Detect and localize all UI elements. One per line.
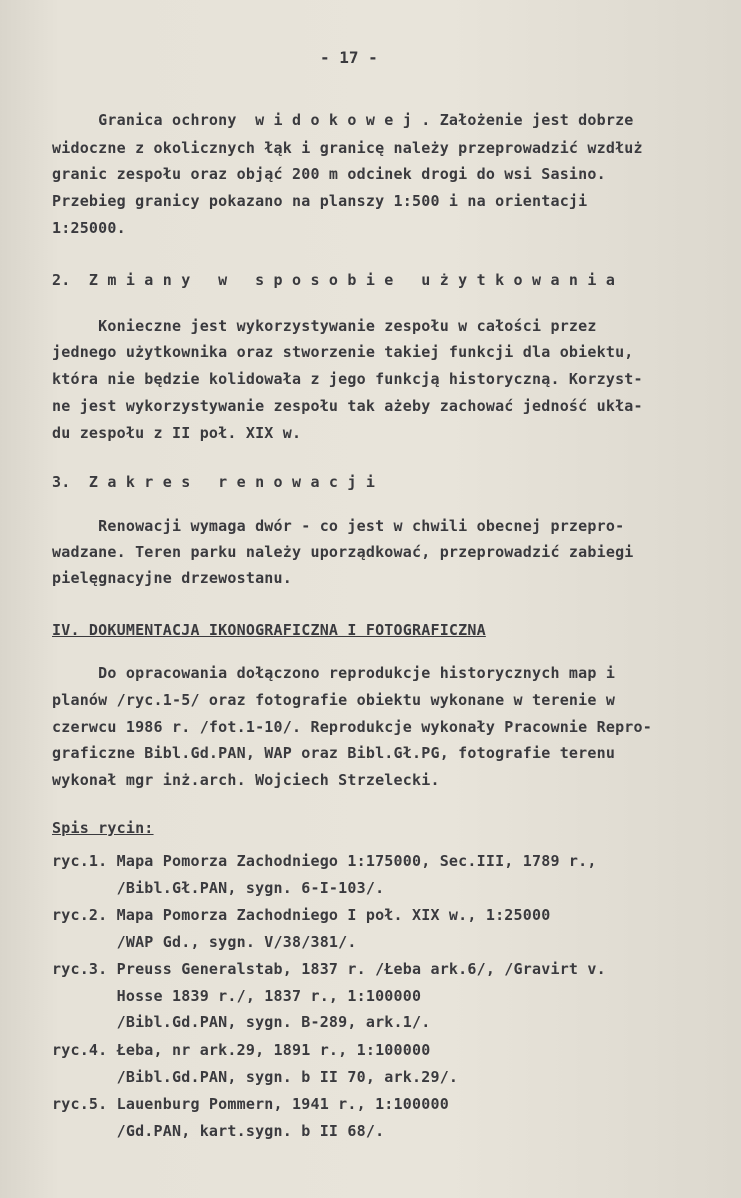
- text-line: która nie będzie kolidowała z jego funkcją historyczną. Korzyst-: [52, 370, 643, 388]
- list-item: ryc.1. Mapa Pomorza Zachodniego 1:175000, Sec.III, 1789 r.,: [52, 852, 597, 870]
- text-line: Przebieg granicy pokazano na planszy 1:500 i na orientacji: [52, 192, 588, 210]
- text-line: czerwcu 1986 r. /fot.1-10/. Reprodukcje wykonały Pracownie Repro-: [52, 718, 652, 736]
- text-line: jednego użytkownika oraz stworzenie takiej funkcji dla obiektu,: [52, 343, 634, 361]
- text-line: wadzane. Teren parku należy uporządkować, przeprowadzić zabiegi: [52, 543, 634, 561]
- page-number: - 17 -: [320, 48, 378, 67]
- text-line: 1:25000.: [52, 219, 126, 237]
- text-line: granic zespołu oraz objąć 200 m odcinek drogi do wsi Sasino.: [52, 165, 606, 183]
- list-item: ryc.3. Preuss Generalstab, 1837 r. /Łeba ark.6/, /Gravirt v.: [52, 960, 606, 978]
- list-item: ryc.2. Mapa Pomorza Zachodniego I poł. XIX w., 1:25000: [52, 906, 551, 924]
- text-line: Konieczne jest wykorzystywanie zespołu w całości przez: [52, 317, 597, 335]
- text-line: du zespołu z II poł. XIX w.: [52, 424, 302, 442]
- list-heading: Spis rycin:: [52, 819, 154, 837]
- section-heading: 3. Z a k r e s r e n o w a c j i: [52, 473, 376, 491]
- list-item: /Bibl.Gł.PAN, sygn. 6-I-103/.: [52, 879, 385, 897]
- text-line: wykonał mgr inż.arch. Wojciech Strzelecki.: [52, 771, 440, 789]
- list-item: /WAP Gd., sygn. V/38/381/.: [52, 933, 357, 951]
- list-item: Hosse 1839 r./, 1837 r., 1:100000: [52, 987, 422, 1005]
- section-heading: IV. DOKUMENTACJA IKONOGRAFICZNA I FOTOGRAFICZNA: [52, 621, 486, 639]
- text-line: planów /ryc.1-5/ oraz fotografie obiektu wykonane w terenie w: [52, 691, 616, 709]
- list-item: ryc.4. Łeba, nr ark.29, 1891 r., 1:100000: [52, 1041, 431, 1059]
- list-item: ryc.5. Lauenburg Pommern, 1941 r., 1:100000: [52, 1095, 449, 1113]
- list-item: /Bibl.Gd.PAN, sygn. b II 70, ark.29/.: [52, 1068, 459, 1086]
- text-line: widoczne z okolicznych łąk i granicę należy przeprowadzić wzdłuż: [52, 139, 643, 157]
- section-heading: 2. Z m i a n y w s p o s o b i e u ż y t k o w a n i a: [52, 271, 616, 289]
- text-line: graficzne Bibl.Gd.PAN, WAP oraz Bibl.Gł.PG, fotografie terenu: [52, 744, 616, 762]
- text-line: pielęgnacyjne drzewostanu.: [52, 569, 292, 587]
- list-item: /Gd.PAN, kart.sygn. b II 68/.: [52, 1122, 385, 1140]
- list-item: /Bibl.Gd.PAN, sygn. B-289, ark.1/.: [52, 1013, 431, 1031]
- text-line: Granica ochrony w i d o k o w e j . Założenie jest dobrze: [52, 111, 634, 129]
- text-line: Renowacji wymaga dwór - co jest w chwili obecnej przepro-: [52, 517, 625, 535]
- text-line: ne jest wykorzystywanie zespołu tak ażeby zachować jedność ukła-: [52, 397, 643, 415]
- text-line: Do opracowania dołączono reprodukcje historycznych map i: [52, 664, 616, 682]
